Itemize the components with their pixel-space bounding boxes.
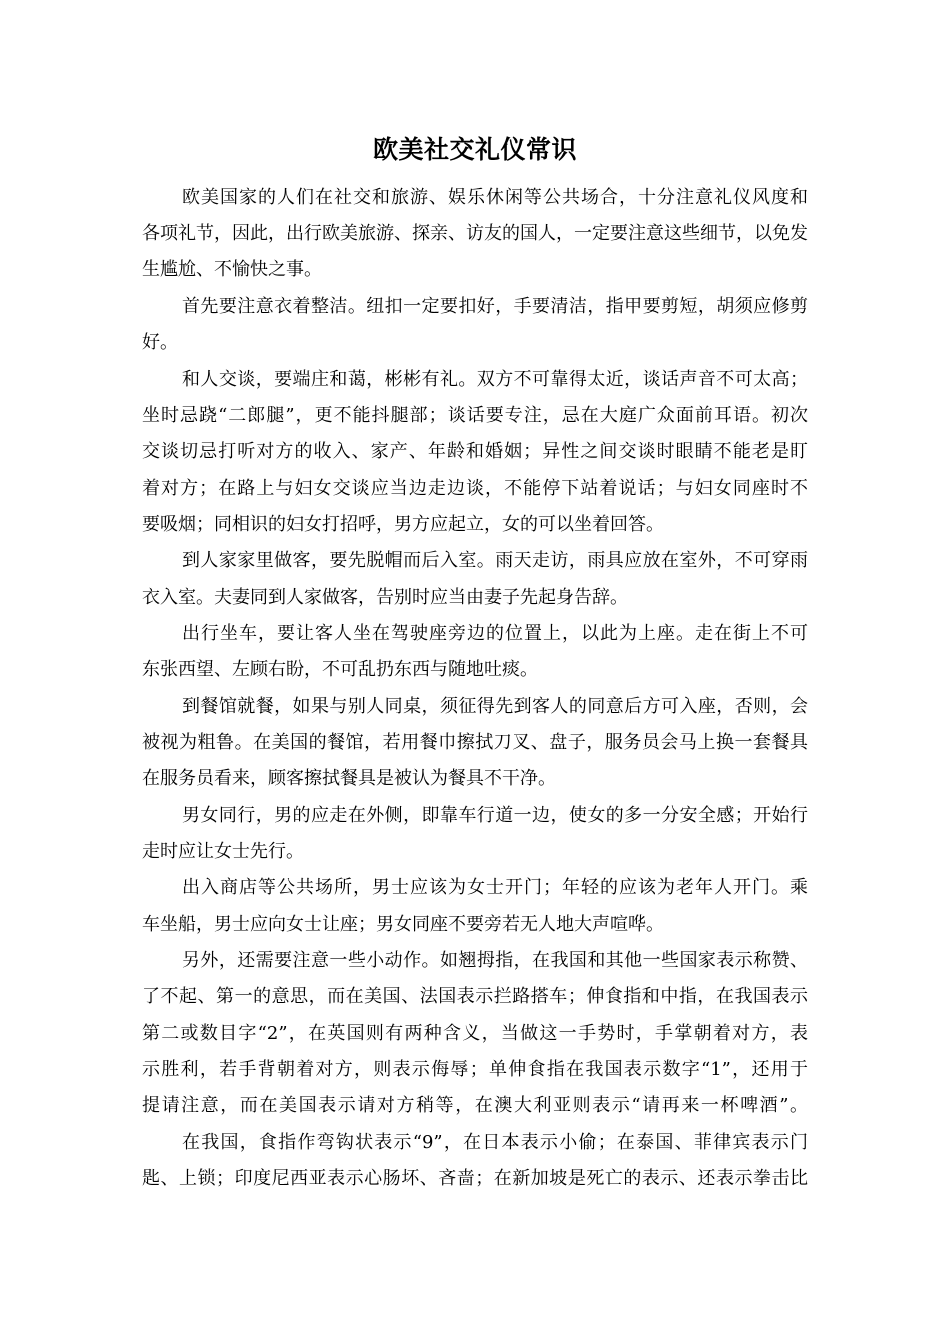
paragraph-riding — [142, 616, 808, 689]
paragraph-line: 东张西望、左顾右盼，不可乱扔东西与随地吐痰。 — [142, 659, 538, 681]
paragraph-line: 各项礼节，因此，出行欧美旅游、探亲、访友的国人，一定要注意这些细节，以免发 — [142, 223, 808, 245]
paragraph-line: 到人家家里做客，要先脱帽而后入室。雨天走访，雨具应放在室外，不可穿雨 — [182, 550, 808, 572]
paragraph-line: 欧美国家的人们在社交和旅游、娱乐休闲等公共场合，十分注意礼仪风度和 — [182, 186, 808, 208]
paragraph-walking — [142, 798, 808, 871]
paragraph-line: 走时应让女士先行。 — [142, 840, 304, 862]
document-body — [142, 180, 808, 1198]
paragraph-line: 生尴尬、不愉快之事。 — [142, 259, 322, 281]
paragraph-line: 出行坐车，要让客人坐在驾驶座旁边的位置上，以此为上座。走在街上不可 — [182, 622, 808, 644]
paragraph-line: 示胜利，若手背朝着对方，则表示侮辱；单伸食指在我国表示数字“1”，还用于 — [142, 1059, 808, 1081]
paragraph-line: 在服务员看来，顾客擦拭餐具是被认为餐具不干净。 — [142, 768, 556, 790]
paragraph-gestures — [142, 943, 808, 1125]
paragraph-dining — [142, 689, 808, 798]
paragraph-line: 匙、上锁；印度尼西亚表示心肠坏、吝啬；在新加坡是死亡的表示、还表示拳击比 — [142, 1168, 808, 1190]
paragraph-line: 坐时忌跷“二郎腿”，更不能抖腿部；谈话要专注，忌在大庭广众面前耳语。初次 — [142, 404, 808, 426]
paragraph-line: 第二或数目字“2”，在英国则有两种含义，当做这一手势时，手掌朝着对方，表 — [142, 1022, 808, 1044]
paragraph-line: 在我国，食指作弯钩状表示“9”，在日本表示小偷；在泰国、菲律宾表示门 — [182, 1131, 808, 1153]
paragraph-line: 出入商店等公共场所，男士应该为女士开门；年轻的应该为老年人开门。乘 — [182, 877, 808, 899]
paragraph-line: 首先要注意衣着整洁。纽扣一定要扣好，手要清洁，指甲要剪短，胡须应修剪 — [182, 295, 808, 317]
paragraph-line: 着对方；在路上与妇女交谈应当边走边谈，不能停下站着说话；与妇女同座时不 — [142, 477, 808, 499]
paragraph-line: 男女同行，男的应走在外侧，即靠车行道一边，使女的多一分安全感；开始行 — [182, 804, 808, 826]
paragraph-line: 提请注意，而在美国表示请对方稍等，在澳大利亚则表示“请再来一杯啤酒”。 — [142, 1095, 808, 1117]
paragraph-line: 要吸烟；同相识的妇女打招呼，男方应起立，女的可以坐着回答。 — [142, 513, 664, 535]
paragraph-line: 另外，还需要注意一些小动作。如翘拇指，在我国和其他一些国家表示称赞、 — [182, 950, 808, 972]
document-title: 欧美社交礼仪常识 — [372, 135, 577, 164]
paragraph-line: 和人交谈，要端庄和蔼，彬彬有礼。双方不可靠得太近，谈话声音不可太高； — [182, 368, 808, 390]
paragraph-intro — [142, 180, 808, 289]
paragraph-index-finger — [142, 1125, 808, 1198]
paragraph-visiting — [142, 543, 808, 616]
paragraph-attire — [142, 289, 808, 362]
paragraph-public-places — [142, 870, 808, 943]
paragraph-line: 被视为粗鲁。在美国的餐馆，若用餐巾擦拭刀叉、盘子，服务员会马上换一套餐具 — [142, 731, 808, 753]
paragraph-line: 衣入室。夫妻同到人家做客，告别时应当由妻子先起身告辞。 — [142, 586, 628, 608]
paragraph-conversation — [142, 362, 808, 544]
paragraph-line: 到餐馆就餐，如果与别人同桌，须征得先到客人的同意后方可入座，否则，会 — [182, 695, 808, 717]
paragraph-line: 了不起、第一的意思，而在美国、法国表示拦路搭车；伸食指和中指，在我国表示 — [142, 986, 808, 1008]
paragraph-line: 好。 — [142, 332, 178, 354]
paragraph-line: 交谈切忌打听对方的收入、家产、年龄和婚姻；异性之间交谈时眼睛不能老是盯 — [142, 441, 808, 463]
paragraph-line: 车坐船，男士应向女士让座；男女同座不要旁若无人地大声喧哗。 — [142, 913, 664, 935]
